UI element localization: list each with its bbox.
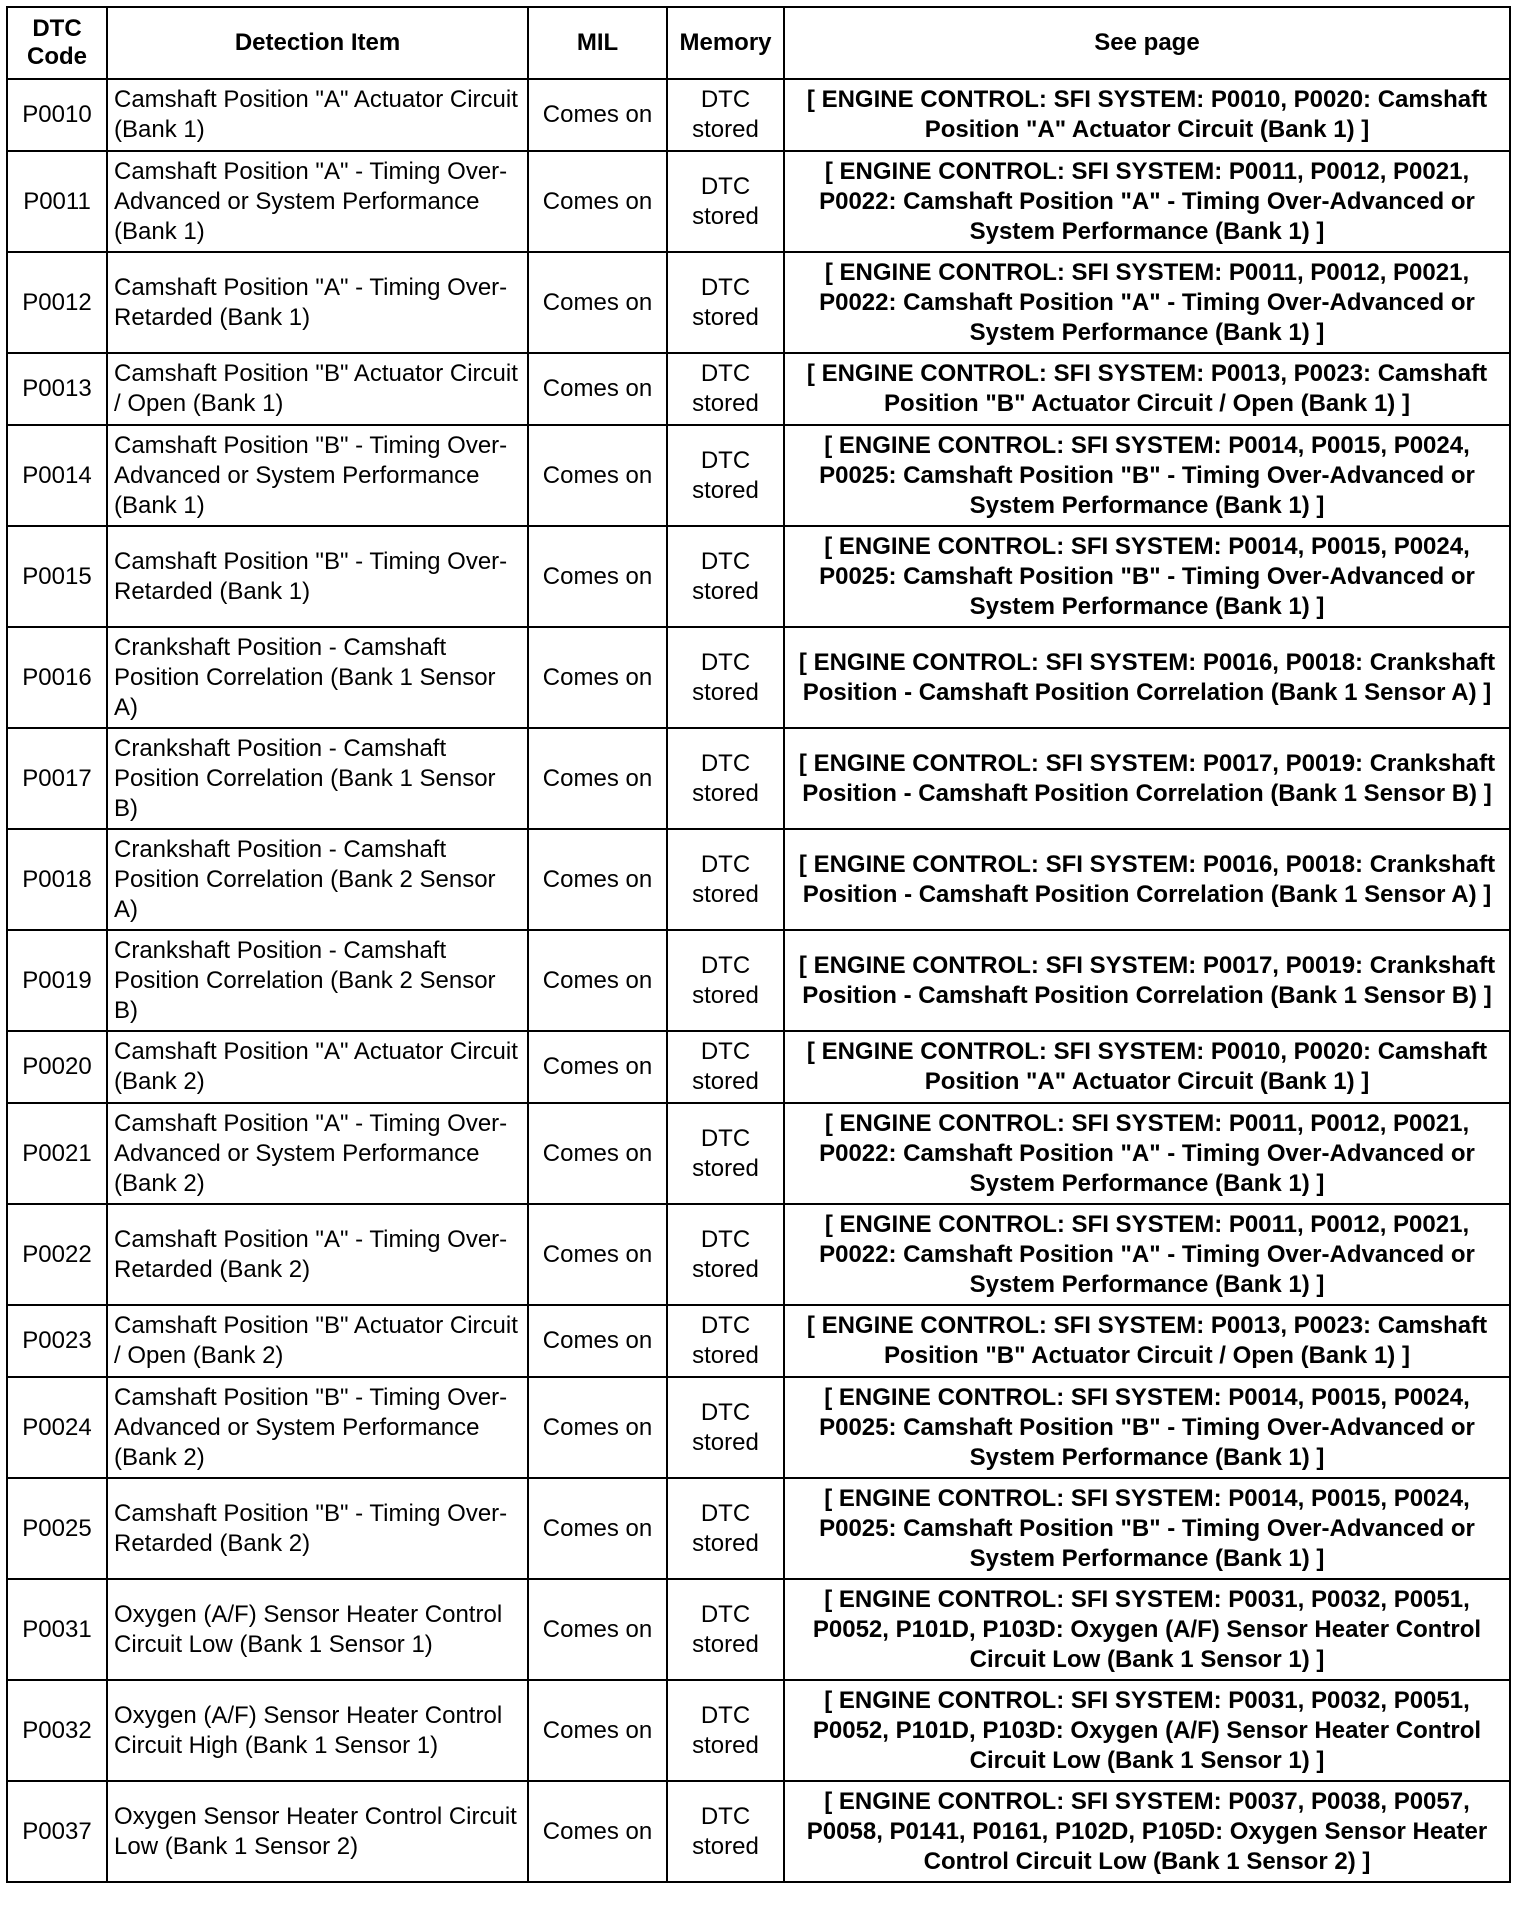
see-page-link[interactable]: [ ENGINE CONTROL: SFI SYSTEM: P0016, P0018: Crankshaft Position - Camshaft Position Correlation (Bank 1 Sensor A) ] — [784, 627, 1510, 728]
mil-cell: Comes on — [528, 1305, 667, 1377]
table-row — [7, 252, 1510, 353]
memory-cell: DTC stored — [667, 1680, 784, 1781]
mil-cell: Comes on — [528, 627, 667, 728]
table-row — [7, 151, 1510, 252]
memory-cell: DTC stored — [667, 829, 784, 930]
header-dtc-code — [7, 7, 107, 79]
mil-cell: Comes on — [528, 1103, 667, 1204]
dtc-code-cell: P0018 — [7, 829, 107, 930]
table-row — [7, 1377, 1510, 1478]
memory-cell: DTC stored — [667, 425, 784, 526]
see-page-link[interactable]: [ ENGINE CONTROL: SFI SYSTEM: P0011, P0012, P0021, P0022: Camshaft Position "A" - Timing Over-Advanced or System Performance (Bank 1) ] — [784, 1103, 1510, 1204]
table-row — [7, 1031, 1510, 1103]
dtc-code-cell: P0016 — [7, 627, 107, 728]
table-row — [7, 353, 1510, 425]
mil-cell: Comes on — [528, 930, 667, 1031]
see-page-link[interactable]: [ ENGINE CONTROL: SFI SYSTEM: P0031, P0032, P0051, P0052, P101D, P103D: Oxygen (A/F) Sensor Heater Control Circuit Low (Bank 1 Sensor 1) ] — [784, 1579, 1510, 1680]
table-row — [7, 526, 1510, 627]
detection-item-cell: Camshaft Position "A" - Timing Over-Retarded (Bank 2) — [107, 1204, 528, 1305]
see-page-link[interactable]: [ ENGINE CONTROL: SFI SYSTEM: P0011, P0012, P0021, P0022: Camshaft Position "A" - Timing Over-Advanced or System Performance (Bank 1) ] — [784, 151, 1510, 252]
table-row — [7, 425, 1510, 526]
see-page-link[interactable]: [ ENGINE CONTROL: SFI SYSTEM: P0010, P0020: Camshaft Position "A" Actuator Circuit (Bank 1) ] — [784, 79, 1510, 151]
memory-cell: DTC stored — [667, 728, 784, 829]
dtc-code-cell: P0013 — [7, 353, 107, 425]
memory-cell: DTC stored — [667, 79, 784, 151]
see-page-link[interactable]: [ ENGINE CONTROL: SFI SYSTEM: P0014, P0015, P0024, P0025: Camshaft Position "B" - Timing Over-Advanced or System Performance (Bank 1) ] — [784, 1478, 1510, 1579]
dtc-code-cell: P0025 — [7, 1478, 107, 1579]
mil-cell: Comes on — [528, 1031, 667, 1103]
table-row — [7, 1103, 1510, 1204]
dtc-code-cell: P0023 — [7, 1305, 107, 1377]
header-dtc-code-line1: DTC — [32, 15, 82, 42]
detection-item-cell: Camshaft Position "B" - Timing Over-Retarded (Bank 1) — [107, 526, 528, 627]
detection-item-cell: Oxygen (A/F) Sensor Heater Control Circuit Low (Bank 1 Sensor 1) — [107, 1579, 528, 1680]
mil-cell: Comes on — [528, 1377, 667, 1478]
detection-item-cell: Camshaft Position "A" - Timing Over-Retarded (Bank 1) — [107, 252, 528, 353]
dtc-code-cell: P0037 — [7, 1781, 107, 1882]
memory-cell: DTC stored — [667, 930, 784, 1031]
mil-cell: Comes on — [528, 353, 667, 425]
detection-item-cell: Camshaft Position "B" - Timing Over-Advanced or System Performance (Bank 1) — [107, 425, 528, 526]
memory-cell: DTC stored — [667, 252, 784, 353]
table-row — [7, 1478, 1510, 1579]
dtc-code-cell: P0024 — [7, 1377, 107, 1478]
mil-cell: Comes on — [528, 1781, 667, 1882]
memory-cell: DTC stored — [667, 353, 784, 425]
dtc-code-cell: P0010 — [7, 79, 107, 151]
detection-item-cell: Camshaft Position "A" - Timing Over-Advanced or System Performance (Bank 1) — [107, 151, 528, 252]
detection-item-cell: Camshaft Position "A" Actuator Circuit (Bank 1) — [107, 79, 528, 151]
see-page-link[interactable]: [ ENGINE CONTROL: SFI SYSTEM: P0011, P0012, P0021, P0022: Camshaft Position "A" - Timing Over-Advanced or System Performance (Bank 1) ] — [784, 252, 1510, 353]
mil-cell: Comes on — [528, 1204, 667, 1305]
see-page-link[interactable]: [ ENGINE CONTROL: SFI SYSTEM: P0014, P0015, P0024, P0025: Camshaft Position "B" - Timing Over-Advanced or System Performance (Bank 1) ] — [784, 526, 1510, 627]
see-page-link[interactable]: [ ENGINE CONTROL: SFI SYSTEM: P0013, P0023: Camshaft Position "B" Actuator Circuit / Open (Bank 1) ] — [784, 353, 1510, 425]
dtc-code-cell: P0017 — [7, 728, 107, 829]
table-row — [7, 1305, 1510, 1377]
header-detection-item: Detection Item — [107, 7, 528, 79]
header-mil: MIL — [528, 7, 667, 79]
mil-cell: Comes on — [528, 829, 667, 930]
dtc-code-cell: P0012 — [7, 252, 107, 353]
detection-item-cell: Camshaft Position "A" - Timing Over-Advanced or System Performance (Bank 2) — [107, 1103, 528, 1204]
see-page-link[interactable]: [ ENGINE CONTROL: SFI SYSTEM: P0037, P0038, P0057, P0058, P0141, P0161, P102D, P105D: Oxygen Sensor Heater Control Circuit Low (Bank 1 Sensor 2) ] — [784, 1781, 1510, 1882]
table-body — [7, 79, 1510, 1882]
mil-cell: Comes on — [528, 425, 667, 526]
detection-item-cell: Camshaft Position "B" Actuator Circuit / Open (Bank 1) — [107, 353, 528, 425]
dtc-code-cell: P0031 — [7, 1579, 107, 1680]
header-memory: Memory — [667, 7, 784, 79]
header-row — [7, 7, 1510, 79]
detection-item-cell: Camshaft Position "B" - Timing Over-Retarded (Bank 2) — [107, 1478, 528, 1579]
memory-cell: DTC stored — [667, 1103, 784, 1204]
mil-cell: Comes on — [528, 252, 667, 353]
detection-item-cell: Oxygen Sensor Heater Control Circuit Low (Bank 1 Sensor 2) — [107, 1781, 528, 1882]
mil-cell: Comes on — [528, 526, 667, 627]
detection-item-cell: Crankshaft Position - Camshaft Position Correlation (Bank 1 Sensor B) — [107, 728, 528, 829]
table-row — [7, 728, 1510, 829]
dtc-code-cell: P0019 — [7, 930, 107, 1031]
detection-item-cell: Camshaft Position "B" Actuator Circuit / Open (Bank 2) — [107, 1305, 528, 1377]
memory-cell: DTC stored — [667, 627, 784, 728]
see-page-link[interactable]: [ ENGINE CONTROL: SFI SYSTEM: P0014, P0015, P0024, P0025: Camshaft Position "B" - Timing Over-Advanced or System Performance (Bank 1) ] — [784, 1377, 1510, 1478]
table-header — [7, 7, 1510, 79]
see-page-link[interactable]: [ ENGINE CONTROL: SFI SYSTEM: P0017, P0019: Crankshaft Position - Camshaft Position Correlation (Bank 1 Sensor B) ] — [784, 930, 1510, 1031]
detection-item-cell: Camshaft Position "A" Actuator Circuit (Bank 2) — [107, 1031, 528, 1103]
see-page-link[interactable]: [ ENGINE CONTROL: SFI SYSTEM: P0016, P0018: Crankshaft Position - Camshaft Position Correlation (Bank 1 Sensor A) ] — [784, 829, 1510, 930]
dtc-table — [6, 6, 1511, 1883]
table-row — [7, 627, 1510, 728]
header-see-page: See page — [784, 7, 1510, 79]
memory-cell: DTC stored — [667, 1579, 784, 1680]
table-row — [7, 1781, 1510, 1882]
see-page-link[interactable]: [ ENGINE CONTROL: SFI SYSTEM: P0014, P0015, P0024, P0025: Camshaft Position "B" - Timing Over-Advanced or System Performance (Bank 1) ] — [784, 425, 1510, 526]
dtc-code-cell: P0015 — [7, 526, 107, 627]
detection-item-cell: Camshaft Position "B" - Timing Over-Advanced or System Performance (Bank 2) — [107, 1377, 528, 1478]
mil-cell: Comes on — [528, 1478, 667, 1579]
mil-cell: Comes on — [528, 151, 667, 252]
memory-cell: DTC stored — [667, 1305, 784, 1377]
detection-item-cell: Oxygen (A/F) Sensor Heater Control Circuit High (Bank 1 Sensor 1) — [107, 1680, 528, 1781]
dtc-code-cell: P0032 — [7, 1680, 107, 1781]
dtc-code-cell: P0020 — [7, 1031, 107, 1103]
see-page-link[interactable]: [ ENGINE CONTROL: SFI SYSTEM: P0010, P0020: Camshaft Position "A" Actuator Circuit (Bank 1) ] — [784, 1031, 1510, 1103]
mil-cell: Comes on — [528, 79, 667, 151]
memory-cell: DTC stored — [667, 151, 784, 252]
mil-cell: Comes on — [528, 1579, 667, 1680]
table-row — [7, 79, 1510, 151]
dtc-code-cell: P0011 — [7, 151, 107, 252]
memory-cell: DTC stored — [667, 1478, 784, 1579]
see-page-link[interactable]: [ ENGINE CONTROL: SFI SYSTEM: P0011, P0012, P0021, P0022: Camshaft Position "A" - Timing Over-Advanced or System Performance (Bank 1) ] — [784, 1204, 1510, 1305]
memory-cell: DTC stored — [667, 1377, 784, 1478]
memory-cell: DTC stored — [667, 1031, 784, 1103]
detection-item-cell: Crankshaft Position - Camshaft Position Correlation (Bank 2 Sensor B) — [107, 930, 528, 1031]
mil-cell: Comes on — [528, 1680, 667, 1781]
table-row — [7, 930, 1510, 1031]
dtc-code-cell: P0022 — [7, 1204, 107, 1305]
dtc-code-cell: P0021 — [7, 1103, 107, 1204]
header-dtc-code-line2: Code — [27, 43, 87, 70]
memory-cell: DTC stored — [667, 526, 784, 627]
dtc-table-container — [6, 6, 1511, 1883]
dtc-code-cell: P0014 — [7, 425, 107, 526]
see-page-link[interactable]: [ ENGINE CONTROL: SFI SYSTEM: P0031, P0032, P0051, P0052, P101D, P103D: Oxygen (A/F) Sensor Heater Control Circuit Low (Bank 1 Sensor 1) ] — [784, 1680, 1510, 1781]
see-page-link[interactable]: [ ENGINE CONTROL: SFI SYSTEM: P0017, P0019: Crankshaft Position - Camshaft Position Correlation (Bank 1 Sensor B) ] — [784, 728, 1510, 829]
table-row — [7, 1204, 1510, 1305]
detection-item-cell: Crankshaft Position - Camshaft Position Correlation (Bank 2 Sensor A) — [107, 829, 528, 930]
see-page-link[interactable]: [ ENGINE CONTROL: SFI SYSTEM: P0013, P0023: Camshaft Position "B" Actuator Circuit / Open (Bank 1) ] — [784, 1305, 1510, 1377]
table-row — [7, 829, 1510, 930]
table-row — [7, 1680, 1510, 1781]
memory-cell: DTC stored — [667, 1781, 784, 1882]
table-row — [7, 1579, 1510, 1680]
detection-item-cell: Crankshaft Position - Camshaft Position Correlation (Bank 1 Sensor A) — [107, 627, 528, 728]
memory-cell: DTC stored — [667, 1204, 784, 1305]
mil-cell: Comes on — [528, 728, 667, 829]
